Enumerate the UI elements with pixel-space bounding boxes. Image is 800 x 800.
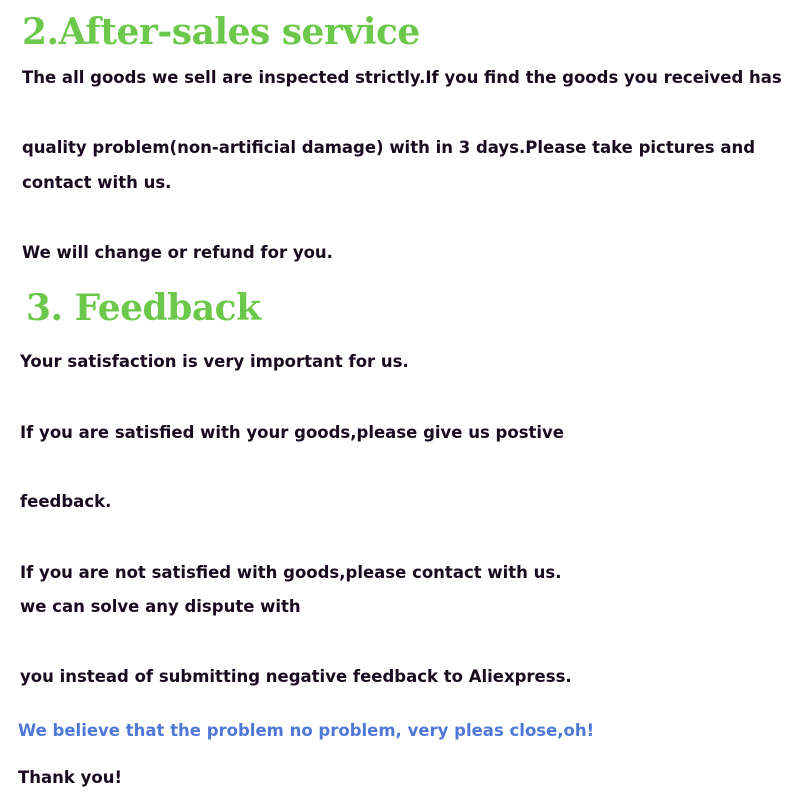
after-sales-heading: 2.After-sales service	[22, 11, 420, 53]
feedback-line-3: feedback.	[20, 492, 112, 511]
thank-you-line: Thank you!	[18, 768, 122, 787]
after-sales-line-4: We will change or refund for you.	[22, 243, 333, 262]
feedback-line-6: you instead of submitting negative feedback to Aliexpress.	[20, 667, 572, 686]
feedback-line-2: If you are satisfied with your goods,please give us postive	[20, 423, 565, 442]
feedback-line-4: If you are not satisfied with goods,please contact with us.	[20, 563, 562, 582]
after-sales-line-1: The all goods we sell are inspected strictly.If you find the goods you received has	[22, 68, 782, 87]
feedback-line-5: we can solve any dispute with	[20, 597, 301, 616]
feedback-line-1: Your satisfaction is very important for us.	[20, 352, 409, 371]
highlight-line: We believe that the problem no problem, very pleas close,oh!	[18, 721, 595, 740]
after-sales-line-3: contact with us.	[22, 173, 172, 192]
feedback-heading: 3. Feedback	[26, 287, 261, 329]
after-sales-line-2: quality problem(non-artificial damage) with in 3 days.Please take pictures and	[22, 138, 756, 157]
